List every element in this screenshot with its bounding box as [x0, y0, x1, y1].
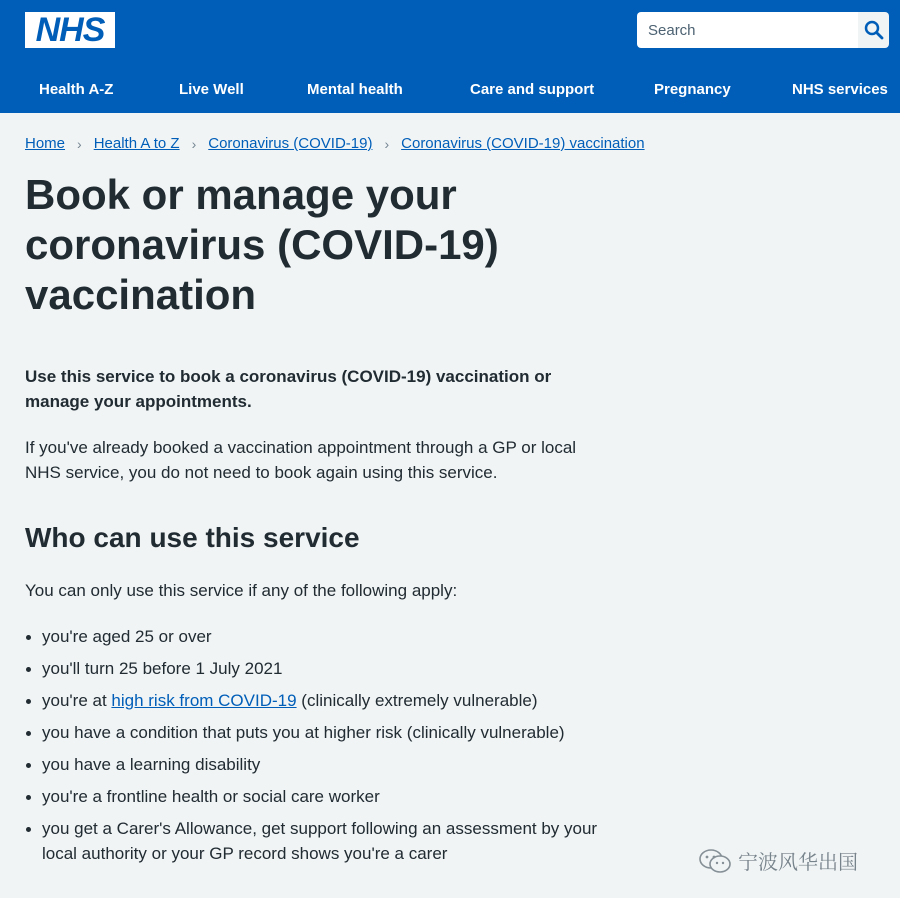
- nav-item-care-and-support[interactable]: Care and support: [470, 81, 595, 98]
- chevron-right-icon: ›: [191, 135, 197, 152]
- breadcrumb-health-a-to-z[interactable]: Health A to Z: [93, 135, 180, 152]
- high-risk-link[interactable]: high risk from COVID-19: [111, 691, 297, 710]
- section-intro: You can only use this service if any of the following apply:: [25, 581, 458, 600]
- search-button[interactable]: [858, 12, 889, 48]
- primary-nav: [0, 66, 900, 113]
- page-title: Book or manage your coronavirus (COVID-19) vaccination: [25, 171, 499, 318]
- list-item-text: (clinically extremely vulnerable): [296, 691, 538, 710]
- lede-text: Use this service to book a coronavirus (COVID-19) vaccination or manage your appointments.: [25, 367, 552, 411]
- nav-item-live-well[interactable]: Live Well: [179, 81, 244, 98]
- breadcrumb-home[interactable]: Home: [25, 135, 66, 152]
- eligibility-list: [25, 624, 605, 873]
- list-item: [25, 688, 605, 713]
- nhs-logo[interactable]: [25, 12, 115, 48]
- search-input[interactable]: [637, 12, 858, 48]
- wechat-icon: [698, 848, 732, 874]
- nav-item-nhs-services[interactable]: NHS services: [792, 81, 888, 98]
- breadcrumb-coronavirus[interactable]: Coronavirus (COVID-19): [208, 135, 373, 152]
- site-header: [0, 0, 900, 113]
- list-item: you get a Carer's Allowance, get support following an assessment by your local authority or your GP record shows you're a carer: [25, 816, 605, 866]
- watermark-text: 宁波风华出国: [738, 852, 858, 874]
- chevron-right-icon: ›: [77, 135, 82, 152]
- nav-item-health-a-z[interactable]: Health A-Z: [39, 81, 114, 98]
- list-item: you have a condition that puts you at higher risk (clinically vulnerable): [25, 720, 605, 745]
- section-heading: Who can use this service: [25, 522, 360, 553]
- info-paragraph: If you've already booked a vaccination appointment through a GP or local NHS service, you do not need to book again using this service.: [25, 438, 577, 482]
- chevron-right-icon: ›: [384, 135, 390, 152]
- list-item: you have a learning disability: [25, 752, 605, 777]
- watermark: [698, 846, 858, 875]
- list-item-text: you're at: [42, 691, 112, 710]
- logo-text: NHS: [35, 11, 105, 49]
- list-item: you're aged 25 or over: [25, 624, 605, 649]
- list-item: you'll turn 25 before 1 July 2021: [25, 656, 605, 681]
- breadcrumb-vaccination[interactable]: Coronavirus (COVID-19) vaccination: [401, 135, 645, 152]
- search-bar: [637, 12, 889, 48]
- list-item: you're a frontline health or social care worker: [25, 784, 605, 809]
- nav-item-pregnancy[interactable]: Pregnancy: [654, 81, 731, 98]
- nav-item-mental-health[interactable]: Mental health: [307, 81, 403, 98]
- breadcrumb: [25, 135, 645, 152]
- search-icon: [864, 20, 884, 40]
